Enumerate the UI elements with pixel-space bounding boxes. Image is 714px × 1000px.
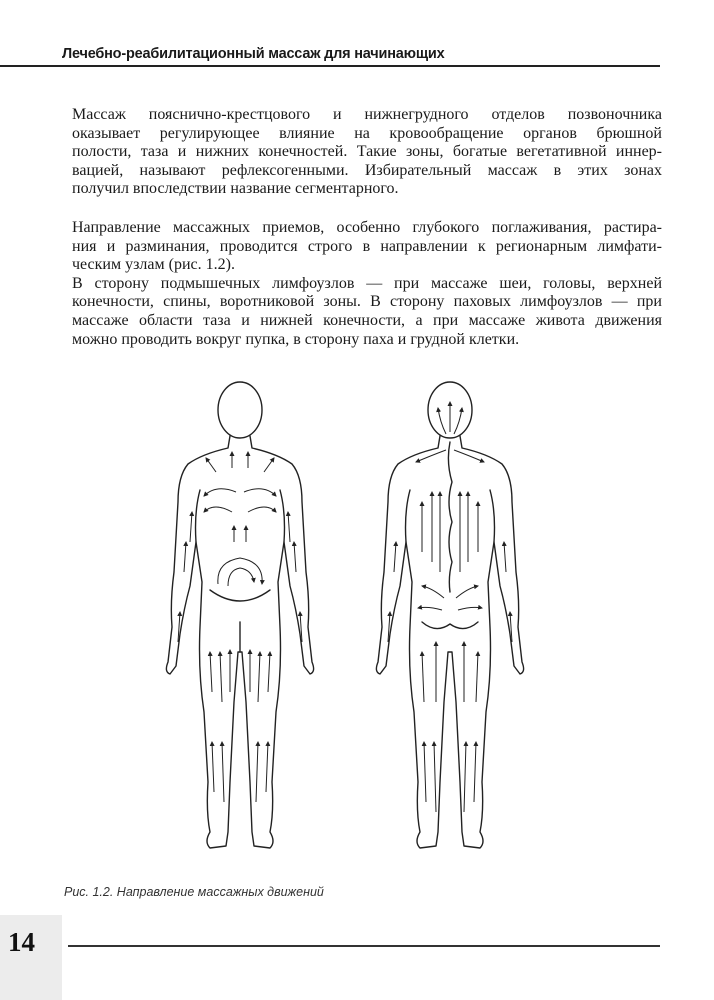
figure-massage-directions xyxy=(150,372,550,882)
paragraph-line: В сторону подмышечных лимфоузлов — при массаже шеи, головы, верхней xyxy=(72,274,662,292)
running-header: Лечебно-реабилитационный массаж для начинающих xyxy=(62,46,445,62)
paragraph-line: массаже области таза и нижней конечности, а при массаже живота движения xyxy=(72,311,662,329)
paragraph-line: оказывает регулирующее влияние на кровообращение органов брюшной xyxy=(72,124,662,142)
header-rule xyxy=(0,65,660,67)
paragraph-line: вацией, называют рефлексогенными. Избирательный массаж в этих зонах xyxy=(72,161,662,179)
paragraph-line: конечности, спины, воротниковой зоны. В сторону паховых лимфоузлов — при xyxy=(72,293,662,311)
back-body-icon xyxy=(376,382,523,848)
figure-caption: Рис. 1.2. Направление массажных движений xyxy=(64,885,324,899)
footer-rule xyxy=(68,945,660,947)
back-arrows xyxy=(388,402,512,812)
paragraph-line: полости, таза и нижних конечностей. Такие зоны, богатые вегетативной иннер- xyxy=(72,143,662,161)
front-body-icon xyxy=(166,382,313,848)
page-number: 14 xyxy=(8,927,35,957)
paragraph-line: ческим узлам (рис. 1.2). xyxy=(72,256,235,274)
paragraph-line: Направление массажных приемов, особенно глубокого поглаживания, растира- xyxy=(72,219,662,236)
paragraph-2 xyxy=(72,219,662,349)
paragraph-1 xyxy=(72,106,662,199)
paragraph-line: ния и разминания, проводится строго в направлении к регионарным лимфати- xyxy=(72,237,662,255)
paragraph-line: можно проводить вокруг пупка, в сторону паха и грудной клетки. xyxy=(72,330,520,348)
paragraph-line: Массаж пояснично-крестцового и нижнегрудного отделов позвоночника xyxy=(72,106,662,123)
paragraph-line: получил впоследствии название сегментарного. xyxy=(72,180,399,198)
